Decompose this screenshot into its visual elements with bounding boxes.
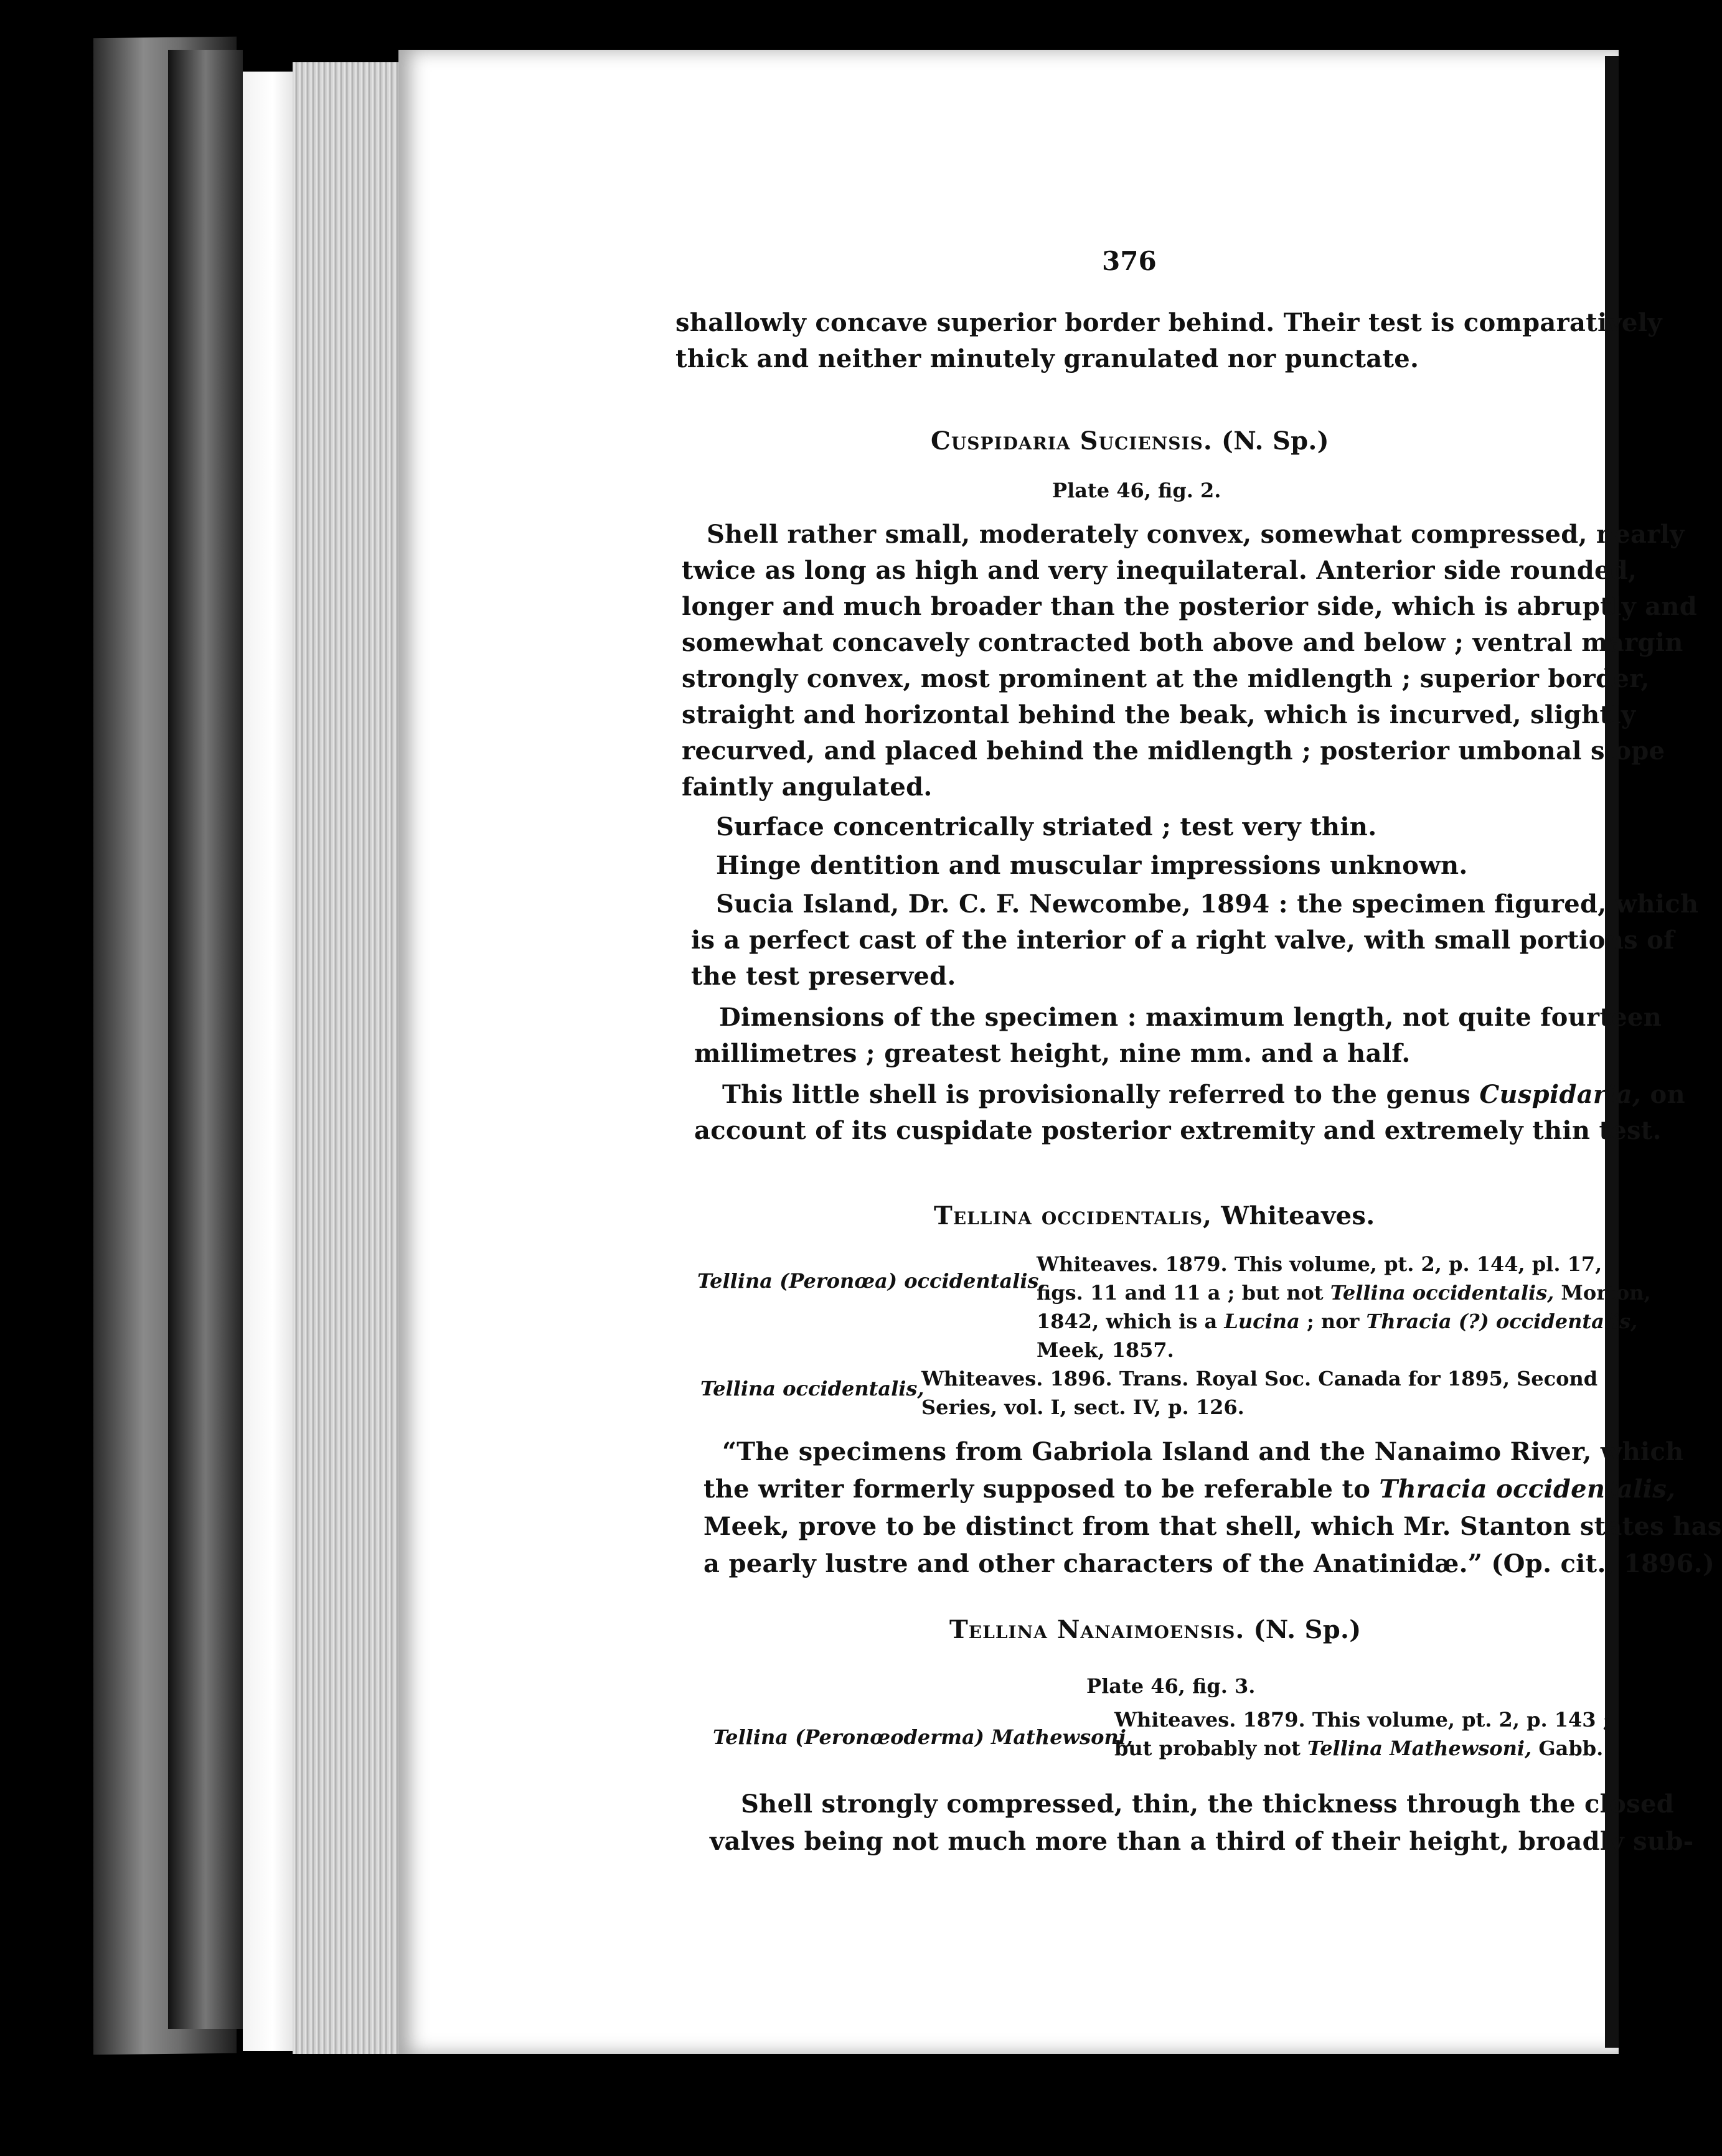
synonym-citation: Whiteaves. 1879. This volume, pt. 2, p. 144, pl. 17, (1037, 1252, 1602, 1276)
synonym-name: Tellina (Peronœoderma) Mathewsoni, (713, 1725, 1134, 1749)
species-author: Whiteaves. (1221, 1201, 1375, 1230)
synonym-citation: Whiteaves. 1896. Trans. Royal Soc. Canada for 1895, Second (921, 1367, 1598, 1390)
species-name: Tellina occidentalis, (934, 1201, 1213, 1230)
species-new-tag: (N. Sp.) (1253, 1615, 1362, 1644)
description-line: faintly angulated. (682, 772, 933, 802)
synonym-citation (1037, 1307, 1637, 1336)
species-new-tag: (N. Sp.) (1221, 426, 1329, 456)
quote-line: Meek, prove to be distinct from that shell, which Mr. Stanton states has (703, 1512, 1722, 1541)
synonym-citation (1037, 1278, 1651, 1307)
dimensions-line: Dimensions of the specimen : maximum length, not quite fourteen (719, 1003, 1662, 1032)
quote-line: “The specimens from Gabriola Island and the Nanaimo River, which (722, 1437, 1684, 1466)
synonym-citation: Whiteaves. 1879. This volume, pt. 2, p. 143 ; (1114, 1708, 1611, 1732)
locality-line: Sucia Island, Dr. C. F. Newcombe, 1894 : the specimen figured, which (716, 889, 1699, 919)
genus-name: Cuspidaria, (1479, 1080, 1642, 1109)
book-edge-dark (168, 50, 243, 2029)
locality-line: the test preserved. (691, 962, 956, 991)
description-line: straight and horizontal behind the beak, which is incurved, slightly (682, 700, 1636, 729)
citation-text: figs. 11 and 11 a ; but not (1037, 1281, 1330, 1305)
quote-line (703, 1471, 1675, 1507)
citation-genus: Lucina (1224, 1310, 1300, 1333)
quote-line: a pearly lustre and other characters of the Anatinidæ.” (Op. cit., 1896.) (703, 1549, 1715, 1578)
species-heading (931, 423, 1329, 459)
citation-text: 1842, which is a (1037, 1310, 1225, 1333)
species-name: Cuspidaria Suciensis. (931, 426, 1213, 456)
intro-line: thick and neither minutely granulated nor punctate. (675, 344, 1419, 373)
quote-text: the writer formerly supposed to be referable to (703, 1474, 1380, 1504)
citation-text: Morton, (1554, 1281, 1651, 1305)
description-line: recurved, and placed behind the midlength ; posterior umbonal slope (682, 736, 1665, 766)
page-number: 376 (1102, 246, 1157, 276)
description-line: somewhat concavely contracted both above and below ; ventral margin (682, 628, 1683, 657)
citation-species: Thracia (?) occidentalis, (1366, 1310, 1638, 1333)
surface-note: Surface concentrically striated ; test very thin. (716, 812, 1377, 841)
description-line: Shell rather small, moderately convex, somewhat compressed, nearly (707, 520, 1685, 549)
right-border (1619, 37, 1667, 2091)
species-heading (949, 1612, 1361, 1648)
citation-text: Gabb. (1531, 1737, 1604, 1760)
synonym-citation: Meek, 1857. (1037, 1338, 1174, 1362)
locality-line: is a perfect cast of the interior of a right valve, with small portions of (691, 926, 1675, 955)
description-line: longer and much broader than the posterior side, which is abruptly and (682, 592, 1698, 621)
description-line: Shell strongly compressed, thin, the thickness through the closed (741, 1789, 1674, 1819)
genus-note-text: This little shell is provisionally referred to the genus (722, 1080, 1480, 1109)
citation-text: but probably not (1114, 1737, 1308, 1760)
citation-text: ; nor (1299, 1310, 1367, 1333)
synonym-name: Tellina (Peronœa) occidentalis, (697, 1269, 1046, 1293)
description-line: twice as long as high and very inequilateral. Anterior side rounded, (682, 556, 1637, 585)
intro-line: shallowly concave superior border behind. Their test is comparatively (675, 308, 1662, 337)
synonym-name: Tellina occidentalis, (700, 1377, 925, 1400)
description-line: valves being not much more than a third of their height, broadly sub- (710, 1827, 1694, 1856)
plate-reference: Plate 46, fig. 3. (1086, 1674, 1256, 1698)
genus-note-text: on (1641, 1080, 1685, 1109)
species-heading (934, 1198, 1375, 1234)
synonym-citation (1114, 1734, 1603, 1763)
citation-species: Tellina Mathewsoni, (1307, 1737, 1532, 1760)
citation-species: Tellina occidentalis, (1330, 1281, 1555, 1305)
quote-species: Thracia occidentalis, (1379, 1474, 1676, 1504)
genus-note-line: account of its cuspidate posterior extremity and extremely thin test. (694, 1116, 1662, 1145)
dimensions-line: millimetres ; greatest height, nine mm. and a half. (694, 1039, 1411, 1068)
plate-reference: Plate 46, fig. 2. (1052, 479, 1221, 502)
description-line: strongly convex, most prominent at the midlength ; superior border, (682, 664, 1650, 693)
synonym-citation: Series, vol. I, sect. IV, p. 126. (921, 1395, 1244, 1419)
page-leaves-stack (293, 62, 398, 2054)
species-name: Tellina Nanaimoensis. (949, 1615, 1245, 1644)
hinge-note: Hinge dentition and muscular impressions unknown. (716, 851, 1468, 880)
genus-note-line (722, 1077, 1685, 1113)
